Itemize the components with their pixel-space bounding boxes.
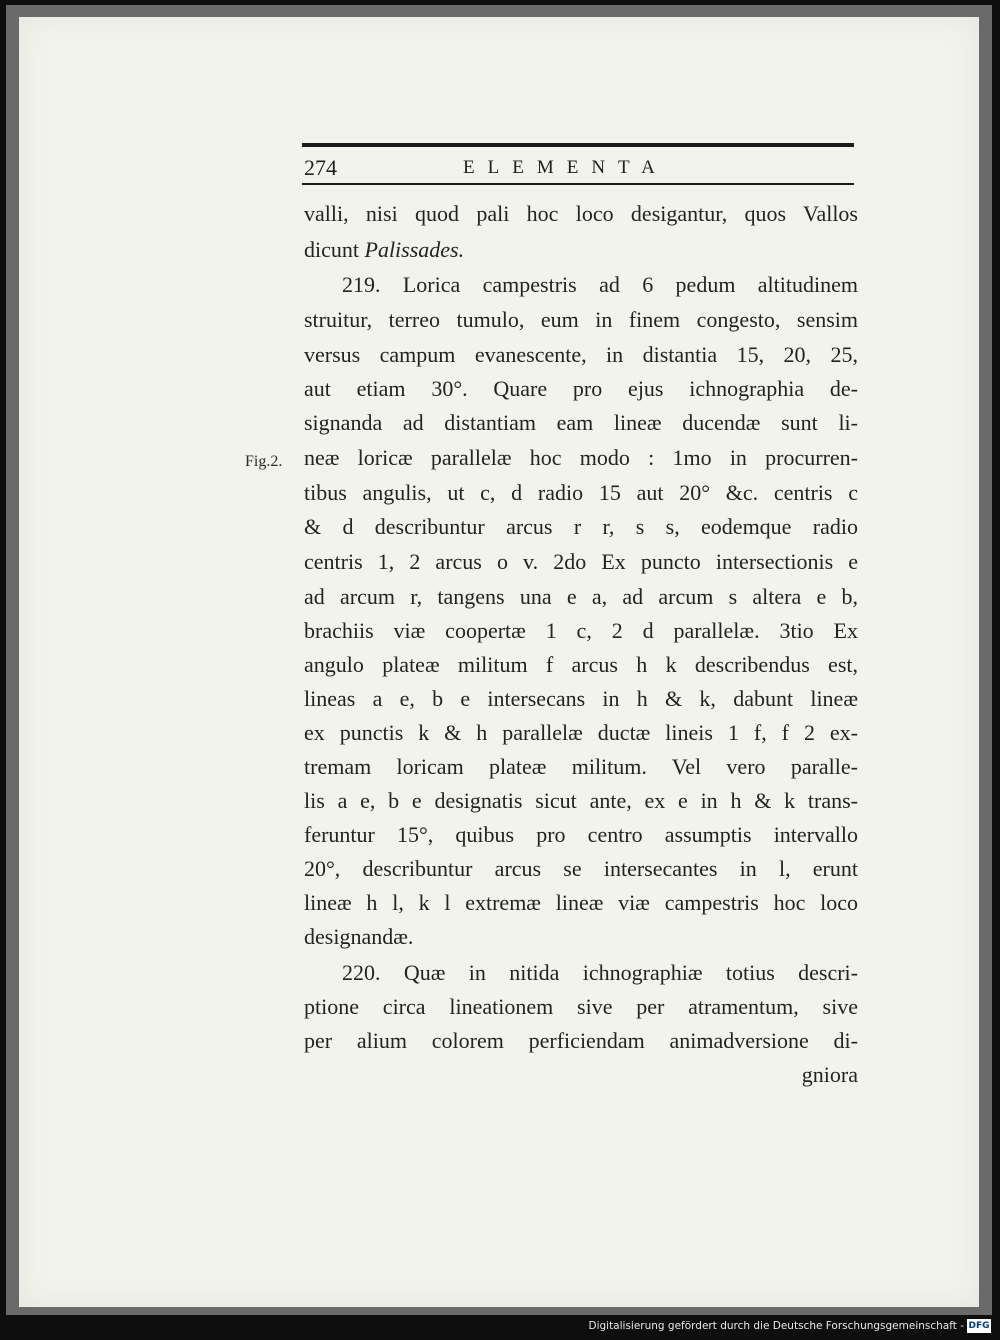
italic-term: Palissades. xyxy=(364,237,465,262)
text-line: ptione circa lineationem sive per atramentum, sive xyxy=(304,994,858,1019)
text-line: 220. Quæ in nitida ichnographiæ totius descri- xyxy=(342,960,858,985)
page-number: 274 xyxy=(304,155,337,180)
text-line: & d describuntur arcus r r, s s, eodemque radio xyxy=(304,514,858,539)
text-line: neæ loricæ parallelæ hoc modo : 1mo in procurren- xyxy=(304,445,858,470)
text-line: signanda ad distantiam eam lineæ ducendæ sunt li- xyxy=(304,410,858,435)
text-line: ex punctis k & h parallelæ ductæ lineis 1 f, f 2 ex- xyxy=(304,720,858,745)
text-line: valli, nisi quod pali hoc loco desigantur, quos Vallos xyxy=(304,201,858,226)
text-line: feruntur 15°, quibus pro centro assumptis intervallo xyxy=(304,822,858,847)
text-line: per alium colorem perficiendam animadversione di- xyxy=(304,1028,858,1053)
text-line: designandæ. xyxy=(304,924,414,949)
text-line: struitur, terreo tumulo, eum in finem congesto, sensim xyxy=(304,307,858,332)
text-fragment: dicunt xyxy=(304,237,359,262)
text-line: 219. Lorica campestris ad 6 pedum altitudinem xyxy=(342,272,858,297)
text-line: angulo plateæ militum f arcus h k describendus est, xyxy=(304,652,858,677)
text-line: brachiis viæ coopertæ 1 c, 2 d parallelæ. 3tio Ex xyxy=(304,618,858,643)
running-title: ELEMENTA xyxy=(463,157,668,178)
text-line: tibus angulis, ut c, d radio 15 aut 20° &c. centris c xyxy=(304,480,858,505)
catchword: gniora xyxy=(801,1062,858,1087)
header-rule-bottom xyxy=(302,183,854,185)
text-line: centris 1, 2 arcus o v. 2do Ex puncto intersectionis e xyxy=(304,549,858,574)
text-line: lis a e, b e designatis sicut ante, ex e in h & k trans- xyxy=(304,788,858,813)
text-line: ad arcum r, tangens una e a, ad arcum s altera e b, xyxy=(304,584,858,609)
text-line: lineas a e, b e intersecans in h & k, dabunt lineæ xyxy=(304,686,858,711)
dfg-logo: DFG xyxy=(968,1321,990,1331)
digitization-credit: Digitalisierung gefördert durch die Deutsche Forschungsgemeinschaft - xyxy=(588,1320,964,1332)
text-line: versus campum evanescente, in distantia 15, 20, 25, xyxy=(304,342,858,367)
header-rule-top xyxy=(302,143,854,147)
text-line: tremam loricam plateæ militum. Vel vero paralle- xyxy=(304,754,858,779)
text-line xyxy=(304,235,858,269)
text-line: 20°, describuntur arcus se intersecantes in l, erunt xyxy=(304,856,858,881)
text-line: aut etiam 30°. Quare pro ejus ichnographia de- xyxy=(304,376,858,401)
margin-note-figure: Fig.2. xyxy=(245,453,283,470)
text-line: lineæ h l, k l extremæ lineæ viæ campestris hoc loco xyxy=(304,890,858,915)
